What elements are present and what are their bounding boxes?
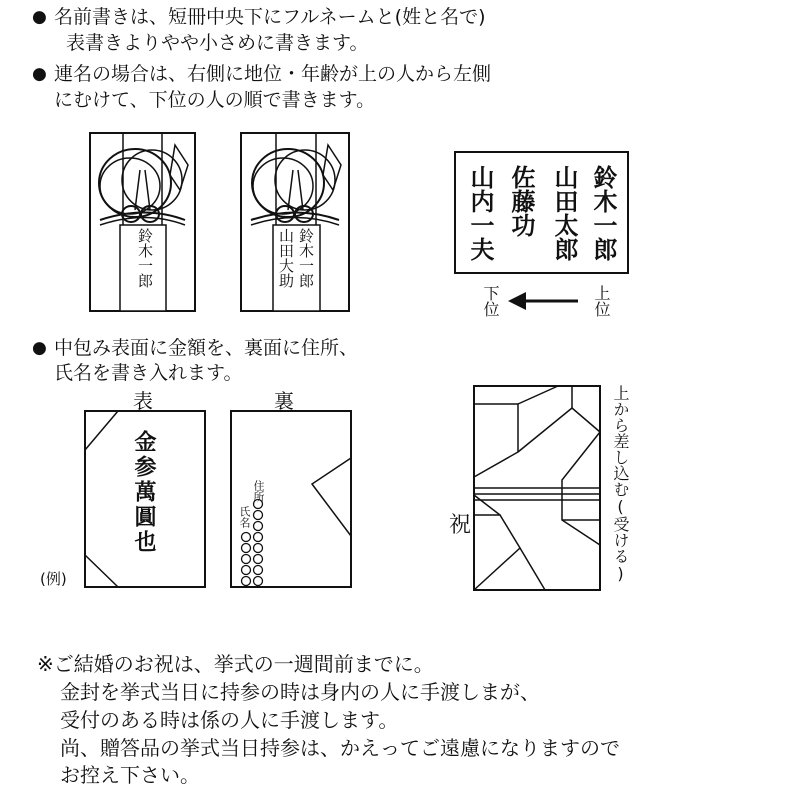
footer-line4: 尚、贈答品の挙式当日持参は、かえってご遠慮になりますので bbox=[60, 736, 620, 760]
intro-item1-line2: 表書きよりやや小さめに書きます。 bbox=[66, 32, 369, 54]
celebration-char: 祝 bbox=[449, 513, 472, 538]
footer-line3: 受付のある時は係の人に手渡します。 bbox=[60, 708, 399, 732]
envelope-2-left-name: 山田大助 bbox=[277, 228, 295, 288]
name-field-label: 氏名 bbox=[238, 506, 251, 528]
card-name-3: 佐藤功 bbox=[507, 165, 536, 237]
front-label: 表 bbox=[133, 389, 153, 413]
outer-fold-diagram bbox=[474, 386, 600, 590]
amount-text: 金参萬圓也 bbox=[131, 430, 157, 555]
envelope-pair bbox=[241, 133, 349, 311]
bullet-dot-1: ● bbox=[32, 7, 47, 27]
inner-wrap-line2: 氏名を書き入れます。 bbox=[54, 362, 243, 384]
footer-line2: 金封を挙式当日に持参の時は身内の人に手渡しまが、 bbox=[60, 680, 540, 704]
back-label: 裏 bbox=[274, 389, 294, 413]
label-high-rank: 上位 bbox=[592, 285, 611, 317]
bullet-dot-3: ● bbox=[32, 338, 47, 358]
insert-note: 上から差し込む(受ける) bbox=[611, 385, 630, 583]
intro-item2-line2: にむけて、下位の人の順で書きます。 bbox=[54, 89, 376, 111]
example-label: (例) bbox=[40, 570, 67, 588]
envelope-2-right-name: 鈴木一郎 bbox=[297, 228, 315, 288]
envelope-1-label: 鈴木一郎 bbox=[136, 228, 154, 288]
bullet-dot-2: ● bbox=[32, 64, 47, 84]
intro-item1-line1: 名前書きは、短冊中央下にフルネームと(姓と名で) bbox=[54, 6, 486, 28]
footer-line1: ※ご結婚のお祝は、挙式の一週間前までに。 bbox=[37, 652, 434, 676]
card-name-1: 鈴木一郎 bbox=[589, 165, 618, 261]
inner-wrap-back bbox=[231, 411, 351, 587]
card-name-2: 山田太郎 bbox=[550, 165, 579, 261]
footer-line5: お控え下さい。 bbox=[60, 763, 200, 787]
card-name-4: 山内一夫 bbox=[466, 165, 495, 261]
intro-item2-line1: 連名の場合は、右側に地位・年齢が上の人から左側 bbox=[54, 63, 492, 85]
label-low-rank: 下位 bbox=[481, 285, 500, 317]
inner-wrap-line1: 中包み表面に金額を、裏面に住所、 bbox=[54, 337, 359, 359]
address-label: 住所 bbox=[252, 480, 265, 502]
